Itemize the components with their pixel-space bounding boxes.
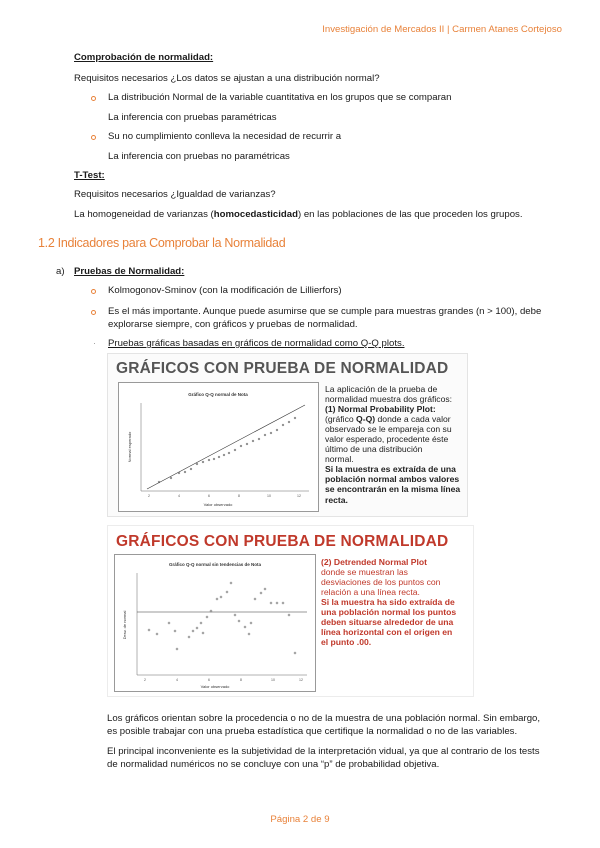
svg-text:2: 2: [148, 494, 150, 498]
pruebas-heading: Pruebas de Normalidad:: [74, 266, 185, 277]
bullet-icon: [91, 135, 96, 140]
normalidad-sub-1: La inferencia con pruebas paramétricas: [108, 112, 277, 123]
ttest-text: La homogeneidad de varianzas (homocedasticidad) en las poblaciones de las que proceden los grupos.: [74, 209, 523, 220]
closing-p2-line-2: de normalidad numéricos no se concluye con una “p” de probabilidad objetiva.: [107, 759, 440, 770]
closing-p1-line-2: es posible trabajar con una prueba estadística que certifique la normalidad o no de las variables.: [107, 726, 518, 737]
ttest-question: Requisitos necesarios ¿Igualdad de varianzas?: [74, 189, 276, 200]
svg-text:4: 4: [178, 494, 180, 498]
detrended-plot-panel: [114, 554, 316, 692]
ttest-heading: T-Test:: [74, 170, 105, 181]
list-marker: a): [56, 266, 65, 277]
bullet-icon: [91, 289, 96, 294]
bullet-icon: [91, 310, 96, 315]
normalidad-question: Requisitos necesarios ¿Los datos se ajustan a una distribución normal?: [74, 73, 380, 84]
qq-plot-title: Gráfico Q-Q normal de Nota: [188, 392, 248, 397]
qq-plot-svg: [119, 383, 318, 511]
qq-points: [158, 417, 296, 483]
normalidad-bullet-1: La distribución Normal de la variable cuantitativa en los grupos que se comparan: [108, 92, 452, 103]
figure-2-description: (2) Detrended Normal Plot donde se muestran las desviaciones de los puntos con relación a una línea recta. Si la muestra ha sido extraída de una población normal los puntos deben situarse alrededor de una línea horizontal con el origen en el punto .00.: [321, 557, 457, 648]
section-title: 1.2 Indicadores para Comprobar la Normalidad: [38, 236, 286, 250]
detrended-plot-title: Gráfico Q-Q normal sin tendencias de Nota: [168, 562, 262, 567]
svg-text:10: 10: [271, 678, 275, 682]
normalidad-bullet-2: Su no cumplimiento conlleva la necesidad de recurrir a: [108, 131, 342, 142]
qq-plot-panel: [118, 382, 319, 512]
detrended-points: [148, 582, 296, 654]
closing-p1-line-1: Los gráficos orientan sobre la procedencia o no de la muestra de una población normal. Sin embargo,: [107, 713, 541, 724]
detrended-ylabel: Desv. de normal: [122, 610, 127, 640]
figure-2-title: GRÁFICOS CON PRUEBA DE NORMALIDAD: [116, 533, 449, 550]
page-header: Investigación de Mercados II | Carmen Atanes Cortejoso: [322, 24, 562, 35]
svg-text:8: 8: [238, 494, 240, 498]
qq-xlabel: Valor observado: [203, 502, 233, 507]
svg-text:8: 8: [240, 678, 242, 682]
pruebas-bullet-2-line-2: explorarse siempre, con gráficos y pruebas de normalidad.: [108, 319, 358, 330]
pruebas-bullet-3: Pruebas gráficas basadas en gráficos de normalidad como Q-Q plots.: [108, 338, 405, 349]
qq-ylabel: Normal esperado: [127, 431, 132, 463]
svg-text:12: 12: [297, 494, 301, 498]
figure-detrended-plot: [107, 525, 474, 697]
normalidad-heading: Comprobación de normalidad:: [74, 52, 214, 63]
svg-text:10: 10: [267, 494, 271, 498]
svg-text:6: 6: [208, 678, 210, 682]
svg-text:4: 4: [176, 678, 178, 682]
page-footer: Página 2 de 9: [270, 814, 330, 825]
pruebas-bullet-2-line-1: Es el más importante. Aunque puede asumirse que se cumple para muestras grandes (n > 100), debe: [108, 306, 542, 317]
figure-1-title: GRÁFICOS CON PRUEBA DE NORMALIDAD: [116, 360, 449, 377]
detrended-xlabel: Valor observado: [200, 684, 230, 689]
normalidad-sub-2: La inferencia con pruebas no paramétricas: [108, 151, 290, 162]
svg-text:2: 2: [144, 678, 146, 682]
bullet-icon: [91, 96, 96, 101]
homocedasticidad-term: homocedasticidad: [213, 209, 298, 220]
pruebas-bullet-1: Kolmogonov-Sminov (con la modificación de Lillierfors): [108, 285, 342, 296]
figure-1-description: La aplicación de la prueba de normalidad muestra dos gráficos: (1) Normal Probability Plot: (gráfico Q-Q) donde a cada valor observado se le empareja con su valor esperado, procedente éste último de una distribución normal. Si la muestra es extraída de una población normal ambos valores se encontrarán en la misma línea recta.: [325, 384, 461, 505]
qq-reference-line: [147, 405, 305, 489]
svg-text:12: 12: [299, 678, 303, 682]
closing-p2-line-1: El principal inconveniente es la subjetividad de la interpretación vidual, ya que al contrario de los tests: [107, 746, 540, 757]
svg-text:6: 6: [208, 494, 210, 498]
figure-qq-plot: [107, 353, 468, 517]
detrended-plot-svg: [115, 555, 315, 691]
dash-marker: ·: [93, 338, 96, 348]
